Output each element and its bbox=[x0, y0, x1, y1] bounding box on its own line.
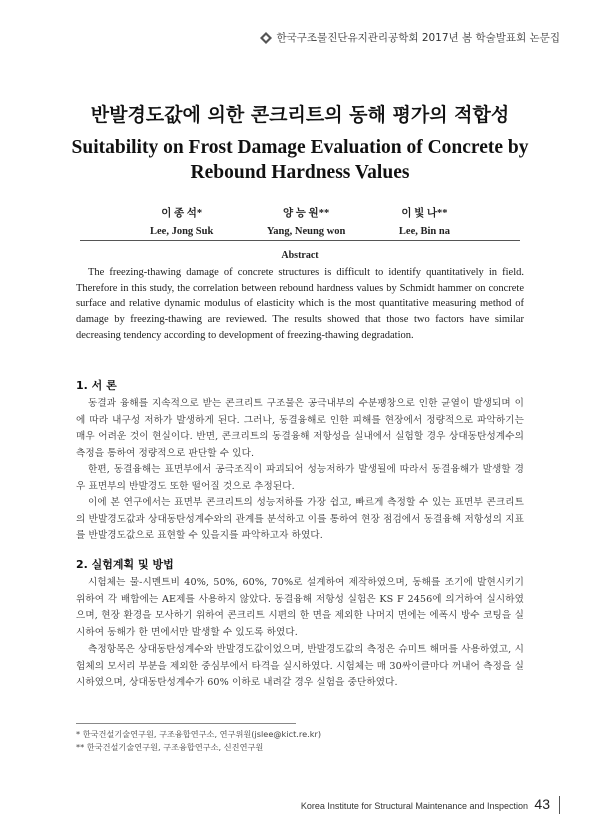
diamond-logo-icon bbox=[260, 32, 272, 44]
section-2-paragraph-2: 측정항목은 상대동탄성계수와 반발경도값이었으며, 반발경도값의 측정은 슈미트 해머를 사용하였고, 시험체의 모서리 부분을 제외한 중심부에서 타격을 실시하였다. 시험체는 매 30싸이클마다 꺼내어 측정을 실시하였으며, 상대동탄성계수가 60% 이하로 내려갈 경우 실험을 중단하였다. bbox=[76, 644, 524, 688]
section-2-paragraph-1: 시험체는 물-시멘트비 40%, 50%, 60%, 70%로 설계하여 제작하였으며, 동해를 조기에 발현시키기 위하여 각 배합에는 AE제를 사용하지 않았다. 동결융해 저항성 실험은 KS F 2456에 의거하여 실시하였으며, 현장 환경을 모사하기 위하여 콘크리트 시편의 한 면을 제외한 나머지 면에는 에폭시 방수 코팅을 실시하여 동해가 한 면에서만 발생할 수 있도록 하였다. bbox=[76, 577, 524, 638]
footer-bar bbox=[559, 796, 560, 814]
author-name-ko: 이 종 석* bbox=[161, 208, 203, 219]
author-list bbox=[150, 205, 450, 237]
section-1-paragraph-1: 동결과 융해를 지속적으로 받는 콘크리트 구조물은 공극내부의 수분팽창으로 인한 균열이 발생되며 이에 따라 내구성 저하가 발생하게 된다. 그러나, 동결융해로 인한 피해를 현장에서 정량적으로 파악하기는 매우 어려운 것이 현실이다. 반면, 콘크리트의 동결융해 저항성을 실내에서 실험할 경우 상대동탄성계수의 측정을 통하여 정량적으로 판단할 수 있다. bbox=[76, 398, 524, 459]
author-name-en: Yang, Neung won bbox=[266, 226, 346, 237]
footnote-1: * 한국건설기술연구원, 구조융합연구소, 연구위원(jslee@kict.re.kr) bbox=[76, 729, 322, 739]
author-name-en: Lee, Jong Suk bbox=[150, 226, 214, 237]
title-divider bbox=[80, 240, 520, 241]
english-title: Suitability on Frost Damage Evaluation of Concrete by Rebound Hardness Values bbox=[71, 137, 529, 183]
abstract-heading: Abstract bbox=[281, 250, 319, 261]
author-name-ko: 양 능 원** bbox=[283, 208, 330, 219]
footer-institute: Korea Institute for Structural Maintenance and Inspection bbox=[300, 801, 528, 811]
section-1-paragraph-2: 한편, 동결융해는 표면부에서 공극조직이 파괴되어 성능저하가 발생될에 따라서 동결융해가 발생할 경우 표면부의 반발경도 또한 떨어질 것으로 추정된다. bbox=[76, 464, 524, 492]
author-name-ko: 이 빛 나** bbox=[401, 208, 448, 219]
author-1 bbox=[150, 205, 213, 237]
author-3 bbox=[399, 205, 450, 237]
korean-title: 반발경도값에 의한 콘크리트의 동해 평가의 적합성 bbox=[90, 104, 510, 126]
footnote-divider bbox=[76, 723, 296, 724]
journal-header bbox=[260, 30, 560, 45]
section-1-heading: 1. 서 론 bbox=[76, 379, 117, 392]
author-2 bbox=[267, 205, 345, 237]
page-number: 43 bbox=[534, 796, 550, 812]
author-name-en: Lee, Bin na bbox=[398, 226, 450, 237]
footnote-2: ** 한국건설기술연구원, 구조융합연구소, 신진연구원 bbox=[76, 742, 264, 752]
section-1-paragraph-3: 이에 본 연구에서는 표면부 콘크리트의 성능저하를 가장 쉽고, 빠르게 측정할 수 있는 표면부 콘크리트의 반발경도값과 상대동탄성계수와의 관계를 분석하고 이를 통하여 현장 점검에서 동결융해 저항성의 지표를 반발경도값으로 표현할 수 있을지를 파악하고자 하였다. bbox=[76, 497, 524, 541]
section-2-heading: 2. 실험계획 및 방법 bbox=[76, 558, 174, 571]
journal-header-text: 한국구조물진단유지관리공학회 2017년 봄 학술발표회 논문집 bbox=[276, 32, 560, 44]
abstract-text: The freezing-thawing damage of concrete structures is difficult to identify quantitatively in field. Therefore in this study, the correlation between rebound hardness values by Schmidt hammer on concrete surface and relative dynamic modulus of elasticity which is the most quantitative measuring method of damage by freezing-thawing are reviewed. The results showed that those two factors have similar decreasing tendency according to development of freezing-thawing degradation. bbox=[76, 267, 524, 341]
